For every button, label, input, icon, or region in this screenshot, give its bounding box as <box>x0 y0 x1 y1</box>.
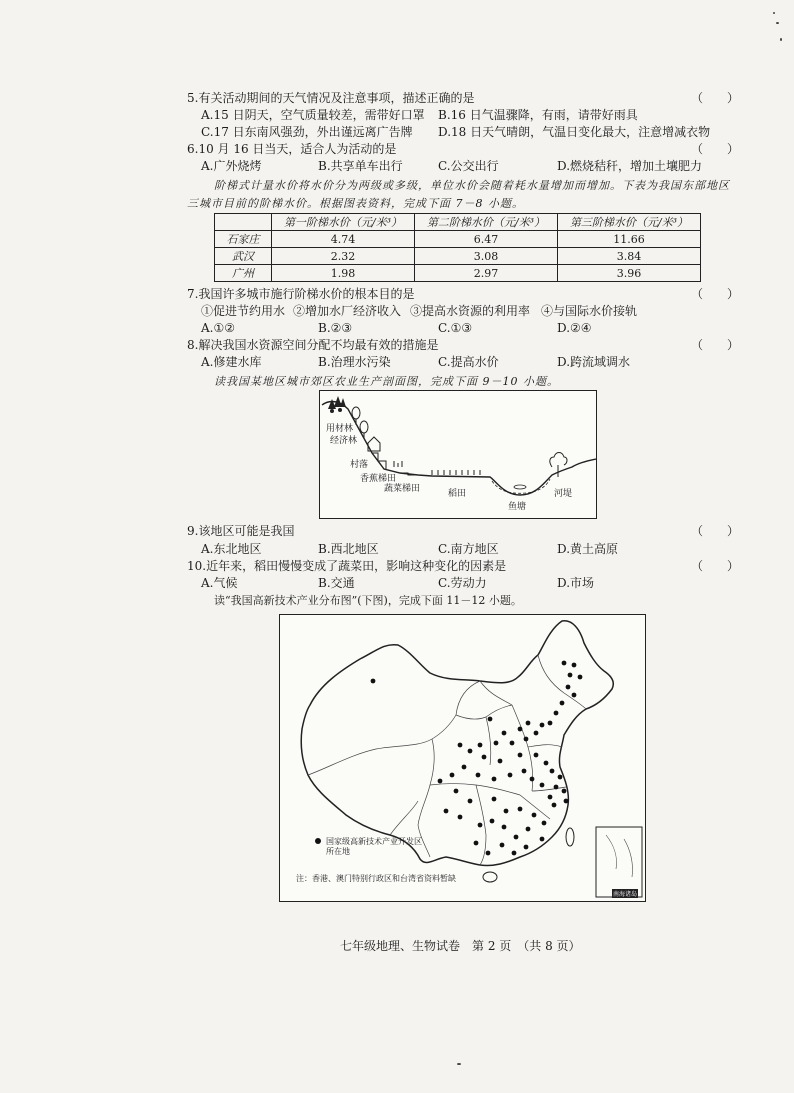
q9-option-a: A.东北地区 <box>201 542 262 556</box>
passage-7-8-line2: 三城市目前的阶梯水价。根据图表资料，完成下面 7－8 小题。 <box>187 197 524 210</box>
passage-11-12: 读“我国高新技术产业分布图”(下图)，完成下面 11－12 小题。 <box>214 594 522 607</box>
passage-7-8-line1: 阶梯式计量水价将水价分为两级或多级，单位水价会随着耗水量增加而增加。下表为我国东部地区 <box>214 179 730 192</box>
table-cell-tier3: 3.84 <box>558 248 701 265</box>
label-banana-terrace: 香蕉梯田 <box>360 474 397 484</box>
q6-option-d: D.燃烧秸秆，增加土壤肥力 <box>557 159 703 173</box>
q9-stem: 9.该地区可能是我国 <box>187 524 295 538</box>
table-header-tier1: 第一阶梯水价（元/米³） <box>272 214 415 231</box>
label-economic-forest: 经济林 <box>330 436 358 446</box>
q5-answer-paren: （ ） <box>691 91 740 105</box>
q8-option-c: C.提高水价 <box>438 355 499 369</box>
q7-statement-1: ①促进节约用水 <box>201 304 286 318</box>
q7-option-c: C.①③ <box>438 321 473 335</box>
table-header-row <box>215 214 701 231</box>
table-cell-tier3: 3.96 <box>558 265 701 282</box>
agriculture-profile-diagram <box>319 390 597 519</box>
q10-stem: 10.近年来，稻田慢慢变成了蔬菜田，影响这种变化的因素是 <box>187 559 507 573</box>
label-village: 村落 <box>350 460 369 470</box>
scan-speck <box>776 22 779 24</box>
q8-option-a: A.修建水库 <box>201 355 262 369</box>
q8-answer-paren: （ ） <box>691 338 740 352</box>
page-footer: 七年级地理、生物试卷 第 2 页 （共 8 页） <box>340 939 581 953</box>
q7-statement-3: ③提高水资源的利用率 <box>410 304 531 318</box>
table-cell-tier2: 2.97 <box>415 265 558 282</box>
label-vegetable-terrace: 蔬菜梯田 <box>384 484 421 494</box>
table-header-tier3: 第三阶梯水价（元/米³） <box>558 214 701 231</box>
q6-option-a: A.广外烧烤 <box>201 159 262 173</box>
map-note: 注：香港、澳门特别行政区和台湾省资料暂缺 <box>296 874 456 883</box>
scan-speck <box>780 38 782 41</box>
q9-option-d: D.黄土高原 <box>557 542 619 556</box>
q9-option-b: B.西北地区 <box>318 542 379 556</box>
table-header-tier2: 第二阶梯水价（元/米³） <box>415 214 558 231</box>
q6-option-b: B.共享单车出行 <box>318 159 403 173</box>
map-inset-label: 南海诸岛 <box>613 891 638 898</box>
label-rice-paddy: 稻田 <box>448 489 467 499</box>
table-cell-tier2: 3.08 <box>415 248 558 265</box>
table-header-city <box>215 214 272 231</box>
table-cell-tier1: 2.32 <box>272 248 415 265</box>
q7-option-a: A.①② <box>201 321 235 335</box>
q6-option-c: C.公交出行 <box>438 159 499 173</box>
table-cell-tier1: 4.74 <box>272 231 415 248</box>
map-legend-label: 国家级高新技术产业开发区所在地 <box>326 837 422 856</box>
table-cell-city: 石家庄 <box>215 231 272 248</box>
q8-option-b: B.治理水污染 <box>318 355 391 369</box>
q5-option-b: B.16 日气温骤降，有雨，请带好雨具 <box>438 108 638 122</box>
scan-speck <box>457 1063 461 1065</box>
q10-option-a: A.气候 <box>201 576 238 590</box>
q10-option-d: D.市场 <box>557 576 595 590</box>
q5-option-d: D.18 日天气晴朗，气温日变化最大，注意增减衣物 <box>438 125 711 139</box>
china-hightech-map <box>279 614 646 902</box>
table-cell-city: 广州 <box>215 265 272 282</box>
scan-speck <box>773 12 775 14</box>
q6-stem: 6.10 月 16 日当天，适合人为活动的是 <box>187 142 397 156</box>
q9-answer-paren: （ ） <box>691 524 740 538</box>
q7-answer-paren: （ ） <box>691 287 740 301</box>
q8-option-d: D.跨流域调水 <box>557 355 631 369</box>
q7-statement-4: ④与国际水价接轨 <box>541 304 638 318</box>
water-price-table <box>214 213 701 282</box>
table-row <box>215 265 701 282</box>
q8-stem: 8.解决我国水资源空间分配不均最有效的措施是 <box>187 338 439 352</box>
q7-option-b: B.②③ <box>318 321 353 335</box>
table-cell-city: 武汉 <box>215 248 272 265</box>
q9-option-c: C.南方地区 <box>438 542 499 556</box>
q5-option-a: A.15 日阴天，空气质量较差，需带好口罩 <box>201 108 425 122</box>
q7-option-d: D.②④ <box>557 321 592 335</box>
q7-statement-2: ②增加水厂经济收入 <box>293 304 402 318</box>
passage-9-10: 读我国某地区城市郊区农业生产剖面图，完成下面 9－10 小题。 <box>214 375 559 388</box>
map-drawing <box>280 615 645 901</box>
q10-option-b: B.交通 <box>318 576 355 590</box>
q5-option-c: C.17 日东南风强劲，外出谨远离广告牌 <box>201 125 413 139</box>
table-row <box>215 231 701 248</box>
label-levee: 河堤 <box>554 489 573 499</box>
table-cell-tier3: 11.66 <box>558 231 701 248</box>
q7-stem: 7.我国许多城市施行阶梯水价的根本目的是 <box>187 287 415 301</box>
q10-option-c: C.劳动力 <box>438 576 487 590</box>
table-cell-tier1: 1.98 <box>272 265 415 282</box>
table-cell-tier2: 6.47 <box>415 231 558 248</box>
label-timber-forest: 用材林 <box>326 424 354 434</box>
q5-stem: 5.有关活动期间的天气情况及注意事项，描述正确的是 <box>187 91 475 105</box>
q10-answer-paren: （ ） <box>691 559 740 573</box>
table-row <box>215 248 701 265</box>
label-fish-pond: 鱼塘 <box>508 502 527 512</box>
q6-answer-paren: （ ） <box>691 142 740 156</box>
